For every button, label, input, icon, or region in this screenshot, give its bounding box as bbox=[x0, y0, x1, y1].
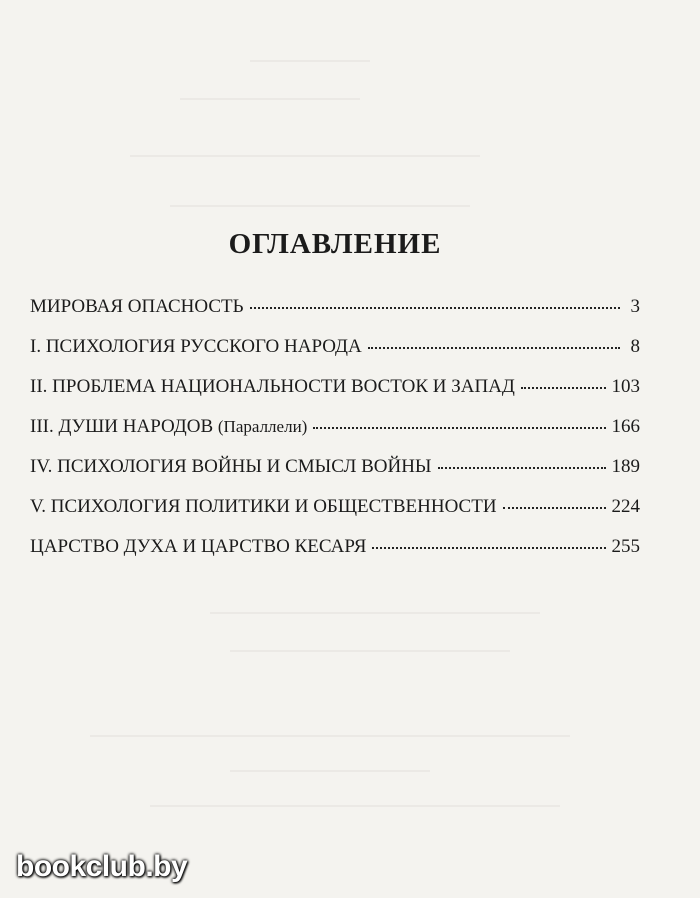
toc-entry bbox=[30, 417, 640, 457]
toc-entry-main-text: IV. ПСИХОЛОГИЯ ВОЙНЫ И СМЫСЛ ВОЙНЫ bbox=[30, 456, 432, 477]
dot-leader bbox=[372, 547, 605, 549]
toc-entry-main-text: II. ПРОБЛЕМА НАЦИОНАЛЬНОСТИ ВОСТОК И ЗАПАД bbox=[30, 376, 515, 397]
dot-leader bbox=[503, 507, 606, 509]
toc-page-number: 8 bbox=[630, 336, 640, 357]
bleed-through-line bbox=[170, 205, 470, 207]
toc-entry-title bbox=[30, 537, 366, 556]
toc-entry-main-text: I. ПСИХОЛОГИЯ РУССКОГО НАРОДА bbox=[30, 336, 362, 357]
dot-leader bbox=[438, 467, 606, 469]
toc-entry-title bbox=[30, 377, 515, 396]
toc-page-number: 189 bbox=[611, 456, 640, 477]
toc-entry bbox=[30, 497, 640, 537]
bleed-through-line bbox=[130, 155, 480, 157]
toc-entry-title bbox=[30, 497, 497, 516]
toc-page-number: 3 bbox=[630, 296, 640, 317]
bleed-through-line bbox=[230, 770, 430, 772]
toc-page-number: 224 bbox=[611, 496, 640, 517]
toc-page-number: 166 bbox=[611, 416, 640, 437]
dot-leader bbox=[250, 307, 620, 309]
bleed-through-line bbox=[180, 98, 360, 100]
table-of-contents bbox=[30, 297, 640, 577]
toc-entry bbox=[30, 297, 640, 337]
bleed-through-line bbox=[210, 612, 540, 614]
toc-page bbox=[30, 228, 640, 577]
toc-entry-title bbox=[30, 337, 362, 356]
toc-entry-main-text: III. ДУШИ НАРОДОВ bbox=[30, 416, 214, 437]
site-watermark: bookclub.by bbox=[16, 850, 188, 883]
page-title: ОГЛАВЛЕНИЕ bbox=[228, 228, 442, 260]
bleed-through-line bbox=[150, 805, 560, 807]
toc-entry-title bbox=[30, 417, 307, 436]
dot-leader bbox=[368, 347, 620, 349]
toc-entry bbox=[30, 457, 640, 497]
toc-entry-subtitle: (Параллели) bbox=[217, 417, 308, 436]
bleed-through-line bbox=[230, 650, 510, 652]
toc-entry-main-text: МИРОВАЯ ОПАСНОСТЬ bbox=[30, 296, 244, 317]
toc-page-number: 255 bbox=[611, 536, 640, 557]
bleed-through-line bbox=[250, 60, 370, 62]
toc-entry-title bbox=[30, 297, 244, 316]
bleed-through-line bbox=[90, 735, 570, 737]
dot-leader bbox=[313, 427, 605, 429]
toc-entry-main-text: ЦАРСТВО ДУХА И ЦАРСТВО КЕСАРЯ bbox=[30, 536, 367, 557]
toc-entry-main-text: V. ПСИХОЛОГИЯ ПОЛИТИКИ И ОБЩЕСТВЕННОСТИ bbox=[30, 496, 497, 517]
toc-entry bbox=[30, 537, 640, 577]
toc-entry bbox=[30, 377, 640, 417]
toc-entry-title bbox=[30, 457, 432, 476]
toc-entry bbox=[30, 337, 640, 377]
toc-page-number: 103 bbox=[611, 376, 640, 397]
dot-leader bbox=[521, 387, 606, 389]
